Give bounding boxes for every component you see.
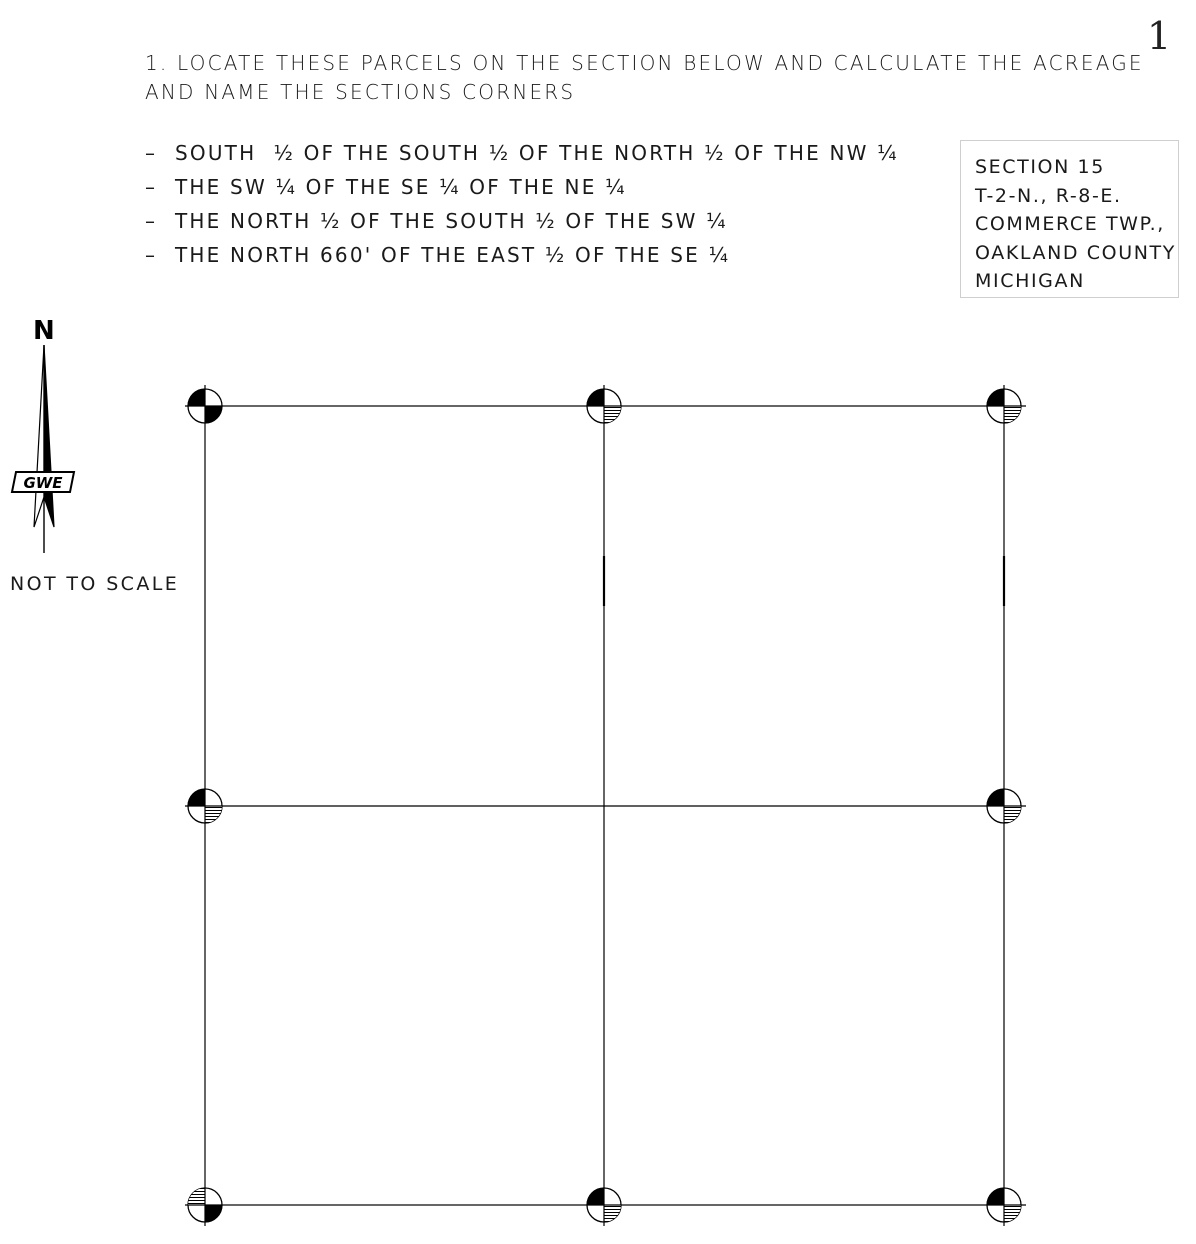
bullet-dash: – <box>145 175 158 199</box>
county-name: OAKLAND COUNTY <box>975 241 1176 264</box>
bullet-dash: – <box>145 209 158 233</box>
township-range: T-2-N., R-8-E. <box>975 184 1122 207</box>
corner-monument-icon <box>987 789 1021 823</box>
corner-monument-icon <box>987 389 1021 423</box>
parcel-text: SOUTH ½ OF THE SOUTH ½ OF THE NORTH ½ OF THE NW ¼ <box>175 141 899 165</box>
corner-monument-icon <box>587 389 621 423</box>
parcel-text: THE NORTH 660' OF THE EAST ½ OF THE SE ¼ <box>175 243 731 267</box>
section-grid <box>185 385 1026 1226</box>
corner-monument-icon <box>587 1188 621 1222</box>
north-label: N <box>33 316 55 346</box>
north-arrow-icon <box>12 345 74 553</box>
bullet-dash: – <box>145 141 158 165</box>
parcel-text: THE SW ¼ OF THE SE ¼ OF THE NE ¼ <box>175 175 627 199</box>
page-number: 1 <box>1147 14 1172 58</box>
corner-monument-icon <box>188 389 222 423</box>
corner-monument-icon <box>987 1188 1021 1222</box>
parcel-text: THE NORTH ½ OF THE SOUTH ½ OF THE SW ¼ <box>175 209 728 233</box>
corner-monument-icon <box>188 1188 222 1222</box>
state-name: MICHIGAN <box>975 270 1085 292</box>
township-name: COMMERCE TWP., <box>975 213 1165 235</box>
bullet-dash: – <box>145 243 158 267</box>
instruction-line-2: AND NAME THE SECTIONS CORNERS <box>145 80 576 104</box>
corner-monument-icon <box>188 789 222 823</box>
instruction-line-1: 1. LOCATE THESE PARCELS ON THE SECTION BELOW AND CALCULATE THE ACREAGE <box>145 51 1144 75</box>
section-number: SECTION 15 <box>975 156 1105 178</box>
logo-text: GWE <box>23 474 63 492</box>
scale-note: NOT TO SCALE <box>10 573 180 595</box>
